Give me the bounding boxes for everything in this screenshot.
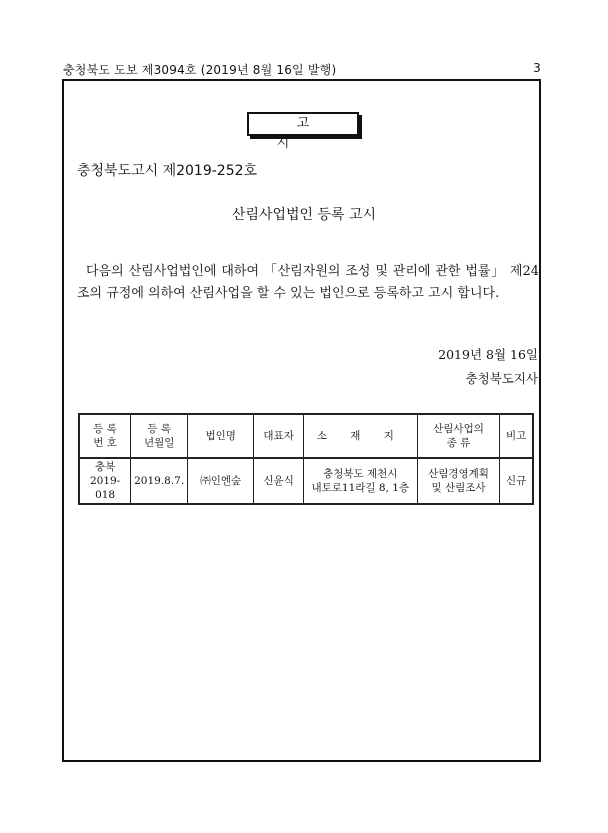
header-location: 소 재 지: [303, 414, 417, 458]
header-remarks: 비고: [500, 414, 533, 458]
gazette-issue-label: 충청북도 도보 제3094호 (2019년 8월 16일 발행): [63, 63, 337, 77]
notice-label-box: 고 시: [247, 112, 359, 136]
notice-date: 2019년 8월 16일: [438, 347, 538, 362]
table-header-row: [79, 414, 533, 458]
page-number: 3: [533, 61, 541, 75]
cell-location: 충청북도 제천시 내토로11라길 8, 1층: [303, 458, 417, 504]
header-company: 법인명: [188, 414, 254, 458]
registration-table: [78, 413, 534, 505]
cell-representative: 신윤식: [254, 458, 304, 504]
running-header: [63, 61, 541, 79]
cell-business-type: 산림경영계획 및 산림조사: [417, 458, 500, 504]
header-business-type: 산림사업의 종 류: [417, 414, 500, 458]
cell-reg-date: 2019.8.7.: [131, 458, 188, 504]
cell-reg-no: 충북 2019-018: [79, 458, 131, 504]
cell-remarks: 신규: [500, 458, 533, 504]
header-representative: 대표자: [254, 414, 304, 458]
header-reg-date: 등 록 년월일: [131, 414, 188, 458]
notice-body: [77, 261, 539, 305]
header-reg-no: 등 록 번 호: [79, 414, 131, 458]
notice-number: 충청북도고시 제2019-252호: [77, 163, 258, 179]
notice-body-text: 다음의 산림사업법인에 대하여 「산림자원의 조성 및 관리에 관한 법률」 제24조의 규정에 의하여 산림사업을 할 수 있는 법인으로 등록하고 고시 합니다.: [77, 264, 539, 301]
issuer-name: 충청북도지사: [465, 371, 538, 386]
table-row: [79, 458, 533, 504]
cell-company: ㈜인엔숲: [188, 458, 254, 504]
document-title: 산림사업법인 등록 고시: [231, 207, 377, 223]
